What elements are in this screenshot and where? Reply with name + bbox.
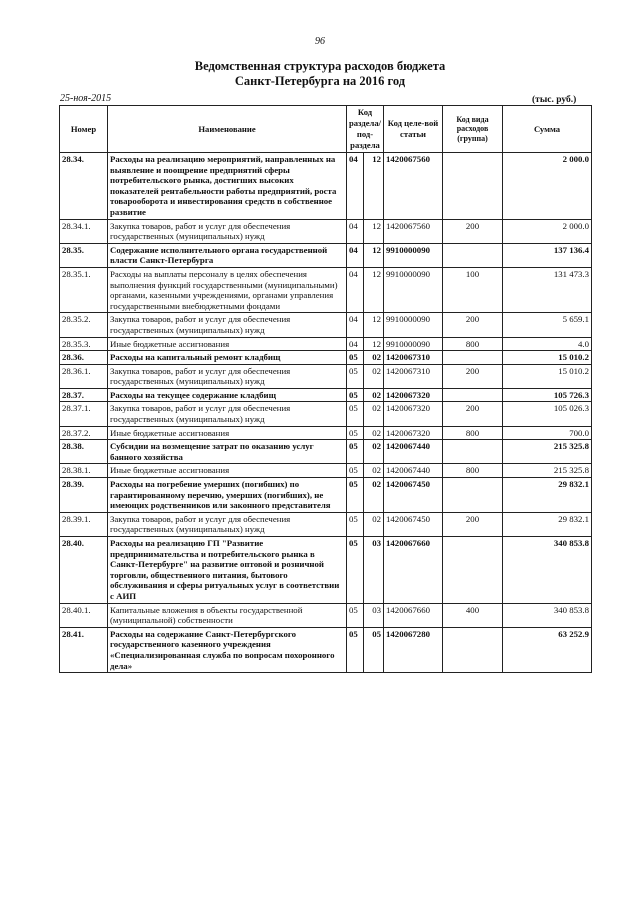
units-label: (тыс. руб.) bbox=[532, 95, 577, 105]
table-row bbox=[60, 388, 592, 402]
row-subsection-code: 02 bbox=[364, 440, 384, 464]
row-sum: 2 000.0 bbox=[503, 219, 592, 243]
table-header-row bbox=[60, 106, 592, 153]
row-section-code: 05 bbox=[347, 426, 364, 440]
row-number: 28.40. bbox=[60, 537, 108, 604]
row-name: Содержание исполнительного органа государственной власти Санкт-Петербурга bbox=[108, 243, 347, 267]
row-section-code: 05 bbox=[347, 603, 364, 627]
table-row bbox=[60, 351, 592, 365]
row-section-code: 04 bbox=[347, 313, 364, 337]
row-expense-group: 800 bbox=[443, 337, 503, 351]
row-number: 28.36.1. bbox=[60, 364, 108, 388]
row-section-code: 05 bbox=[347, 440, 364, 464]
row-section-code: 05 bbox=[347, 351, 364, 365]
row-name: Расходы на реализацию мероприятий, направленных на выявление и поощрение предприятий сферы потребительского рынка, достигших высоких показателей рентабельности работы предприятий, роста товарооборота и инвестирования средств в собственное развитие bbox=[108, 153, 347, 220]
row-article-code: 1420067320 bbox=[384, 388, 443, 402]
row-article-code: 1420067560 bbox=[384, 153, 443, 220]
row-name: Иные бюджетные ассигнования bbox=[108, 426, 347, 440]
table-row bbox=[60, 219, 592, 243]
row-name: Расходы на текущее содержание кладбищ bbox=[108, 388, 347, 402]
row-article-code: 1420067660 bbox=[384, 537, 443, 604]
row-expense-group bbox=[443, 440, 503, 464]
row-section-code: 05 bbox=[347, 512, 364, 536]
row-number: 28.37.2. bbox=[60, 426, 108, 440]
row-subsection-code: 02 bbox=[364, 464, 384, 478]
row-number: 28.34.1. bbox=[60, 219, 108, 243]
row-section-code: 04 bbox=[347, 243, 364, 267]
row-name: Расходы на содержание Санкт-Петербургского государственного казенного учреждения «Специализированная служба по вопросам похоронного дела» bbox=[108, 627, 347, 672]
table-row bbox=[60, 337, 592, 351]
row-name: Иные бюджетные ассигнования bbox=[108, 464, 347, 478]
row-name: Иные бюджетные ассигнования bbox=[108, 337, 347, 351]
row-number: 28.38.1. bbox=[60, 464, 108, 478]
row-sum: 215 325.8 bbox=[503, 464, 592, 478]
row-expense-group bbox=[443, 478, 503, 513]
row-sum: 340 853.8 bbox=[503, 603, 592, 627]
row-number: 28.35. bbox=[60, 243, 108, 267]
row-sum: 215 325.8 bbox=[503, 440, 592, 464]
row-section-code: 05 bbox=[347, 627, 364, 672]
row-name: Закупка товаров, работ и услуг для обеспечения государственных (муниципальных) нужд bbox=[108, 313, 347, 337]
header-group: Код вида расходов (группа) bbox=[443, 106, 503, 153]
row-sum: 29 832.1 bbox=[503, 512, 592, 536]
header-number: Номер bbox=[60, 106, 108, 153]
row-name: Расходы на погребение умерших (погибших) по гарантированному перечню, умерших (погибших), не имеющих родственников или законного представителя bbox=[108, 478, 347, 513]
row-subsection-code: 12 bbox=[364, 243, 384, 267]
row-expense-group: 200 bbox=[443, 219, 503, 243]
row-section-code: 05 bbox=[347, 464, 364, 478]
row-sum: 105 726.3 bbox=[503, 388, 592, 402]
header-name: Наименование bbox=[108, 106, 347, 153]
row-name: Расходы на выплаты персоналу в целях обеспечения выполнения функций государственными (муниципальными) органами, казенными учреждениями, органами управления государственными внебюджетными фондами bbox=[108, 267, 347, 312]
row-subsection-code: 02 bbox=[364, 426, 384, 440]
row-article-code: 1420067560 bbox=[384, 219, 443, 243]
row-article-code: 9910000090 bbox=[384, 337, 443, 351]
row-subsection-code: 03 bbox=[364, 537, 384, 604]
row-article-code: 1420067280 bbox=[384, 627, 443, 672]
row-number: 28.39. bbox=[60, 478, 108, 513]
row-section-code: 05 bbox=[347, 537, 364, 604]
row-sum: 4.0 bbox=[503, 337, 592, 351]
row-number: 28.37. bbox=[60, 388, 108, 402]
row-article-code: 9910000090 bbox=[384, 313, 443, 337]
table-row bbox=[60, 153, 592, 220]
row-subsection-code: 12 bbox=[364, 219, 384, 243]
row-subsection-code: 02 bbox=[364, 402, 384, 426]
row-sum: 131 473.3 bbox=[503, 267, 592, 312]
row-expense-group bbox=[443, 537, 503, 604]
row-article-code: 1420067310 bbox=[384, 364, 443, 388]
row-name: Закупка товаров, работ и услуг для обеспечения государственных (муниципальных) нужд bbox=[108, 402, 347, 426]
row-name: Закупка товаров, работ и услуг для обеспечения государственных (муниципальных) нужд bbox=[108, 512, 347, 536]
row-section-code: 05 bbox=[347, 388, 364, 402]
header-section: Код раздела/ под-раздела bbox=[347, 106, 384, 153]
row-number: 28.38. bbox=[60, 440, 108, 464]
table-row bbox=[60, 464, 592, 478]
row-name: Расходы на реализацию ГП "Развитие предпринимательства и потребительского рынка в Санкт-Петербурге" на развитие оптовой и розничной торговли, общественного питания, бытового обслуживания и сферы ритуальных услуг в соответствии с АИП bbox=[108, 537, 347, 604]
row-expense-group: 200 bbox=[443, 313, 503, 337]
table-row bbox=[60, 426, 592, 440]
row-article-code: 1420067440 bbox=[384, 440, 443, 464]
row-expense-group bbox=[443, 351, 503, 365]
row-number: 28.35.1. bbox=[60, 267, 108, 312]
row-expense-group: 400 bbox=[443, 603, 503, 627]
row-sum: 2 000.0 bbox=[503, 153, 592, 220]
row-subsection-code: 02 bbox=[364, 478, 384, 513]
row-number: 28.40.1. bbox=[60, 603, 108, 627]
row-sum: 29 832.1 bbox=[503, 478, 592, 513]
row-article-code: 1420067450 bbox=[384, 512, 443, 536]
row-expense-group bbox=[443, 243, 503, 267]
row-subsection-code: 12 bbox=[364, 337, 384, 351]
row-number: 28.35.2. bbox=[60, 313, 108, 337]
row-expense-group bbox=[443, 627, 503, 672]
row-expense-group: 200 bbox=[443, 364, 503, 388]
row-name: Расходы на капитальный ремонт кладбищ bbox=[108, 351, 347, 365]
table-row bbox=[60, 537, 592, 604]
table-row bbox=[60, 440, 592, 464]
header-article: Код целе-вой статьи bbox=[384, 106, 443, 153]
row-expense-group: 800 bbox=[443, 426, 503, 440]
row-name: Закупка товаров, работ и услуг для обеспечения государственных (муниципальных) нужд bbox=[108, 219, 347, 243]
row-article-code: 9910000090 bbox=[384, 267, 443, 312]
table-row bbox=[60, 364, 592, 388]
page-title bbox=[0, 59, 640, 89]
table-row bbox=[60, 267, 592, 312]
row-subsection-code: 05 bbox=[364, 627, 384, 672]
title-line-2: Санкт-Петербурга на 2016 год bbox=[234, 74, 406, 88]
row-subsection-code: 03 bbox=[364, 603, 384, 627]
row-number: 28.41. bbox=[60, 627, 108, 672]
row-article-code: 1420067440 bbox=[384, 464, 443, 478]
row-expense-group bbox=[443, 388, 503, 402]
row-sum: 700.0 bbox=[503, 426, 592, 440]
row-section-code: 04 bbox=[347, 153, 364, 220]
table-row bbox=[60, 402, 592, 426]
row-sum: 105 026.3 bbox=[503, 402, 592, 426]
row-sum: 15 010.2 bbox=[503, 351, 592, 365]
row-subsection-code: 02 bbox=[364, 388, 384, 402]
row-section-code: 05 bbox=[347, 478, 364, 513]
row-sum: 63 252.9 bbox=[503, 627, 592, 672]
title-line-1: Ведомственная структура расходов бюджета bbox=[194, 59, 446, 73]
table-row bbox=[60, 478, 592, 513]
row-expense-group: 200 bbox=[443, 402, 503, 426]
row-section-code: 05 bbox=[347, 364, 364, 388]
row-subsection-code: 02 bbox=[364, 364, 384, 388]
row-number: 28.37.1. bbox=[60, 402, 108, 426]
row-expense-group: 100 bbox=[443, 267, 503, 312]
row-subsection-code: 02 bbox=[364, 351, 384, 365]
row-subsection-code: 12 bbox=[364, 313, 384, 337]
row-article-code: 1420067320 bbox=[384, 402, 443, 426]
page-number: 96 bbox=[315, 36, 325, 47]
row-expense-group bbox=[443, 153, 503, 220]
row-number: 28.34. bbox=[60, 153, 108, 220]
row-article-code: 1420067320 bbox=[384, 426, 443, 440]
header-sum: Сумма bbox=[503, 106, 592, 153]
table-row bbox=[60, 243, 592, 267]
budget-table bbox=[59, 105, 592, 673]
row-section-code: 04 bbox=[347, 337, 364, 351]
row-sum: 137 136.4 bbox=[503, 243, 592, 267]
row-section-code: 04 bbox=[347, 267, 364, 312]
row-name: Субсидии на возмещение затрат по оказанию услуг банного хозяйства bbox=[108, 440, 347, 464]
row-subsection-code: 12 bbox=[364, 267, 384, 312]
row-expense-group: 200 bbox=[443, 512, 503, 536]
row-section-code: 04 bbox=[347, 219, 364, 243]
row-number: 28.39.1. bbox=[60, 512, 108, 536]
row-article-code: 1420067310 bbox=[384, 351, 443, 365]
row-number: 28.35.3. bbox=[60, 337, 108, 351]
table-row bbox=[60, 603, 592, 627]
table-row bbox=[60, 313, 592, 337]
table-row bbox=[60, 512, 592, 536]
row-expense-group: 800 bbox=[443, 464, 503, 478]
row-subsection-code: 02 bbox=[364, 512, 384, 536]
row-sum: 15 010.2 bbox=[503, 364, 592, 388]
table-row bbox=[60, 627, 592, 672]
document-date: 25-ноя-2015 bbox=[60, 93, 112, 104]
row-subsection-code: 12 bbox=[364, 153, 384, 220]
row-article-code: 1420067450 bbox=[384, 478, 443, 513]
row-name: Капитальные вложения в объекты государственной (муниципальной) собственности bbox=[108, 603, 347, 627]
row-sum: 5 659.1 bbox=[503, 313, 592, 337]
row-sum: 340 853.8 bbox=[503, 537, 592, 604]
row-article-code: 1420067660 bbox=[384, 603, 443, 627]
row-number: 28.36. bbox=[60, 351, 108, 365]
row-article-code: 9910000090 bbox=[384, 243, 443, 267]
row-section-code: 05 bbox=[347, 402, 364, 426]
row-name: Закупка товаров, работ и услуг для обеспечения государственных (муниципальных) нужд bbox=[108, 364, 347, 388]
